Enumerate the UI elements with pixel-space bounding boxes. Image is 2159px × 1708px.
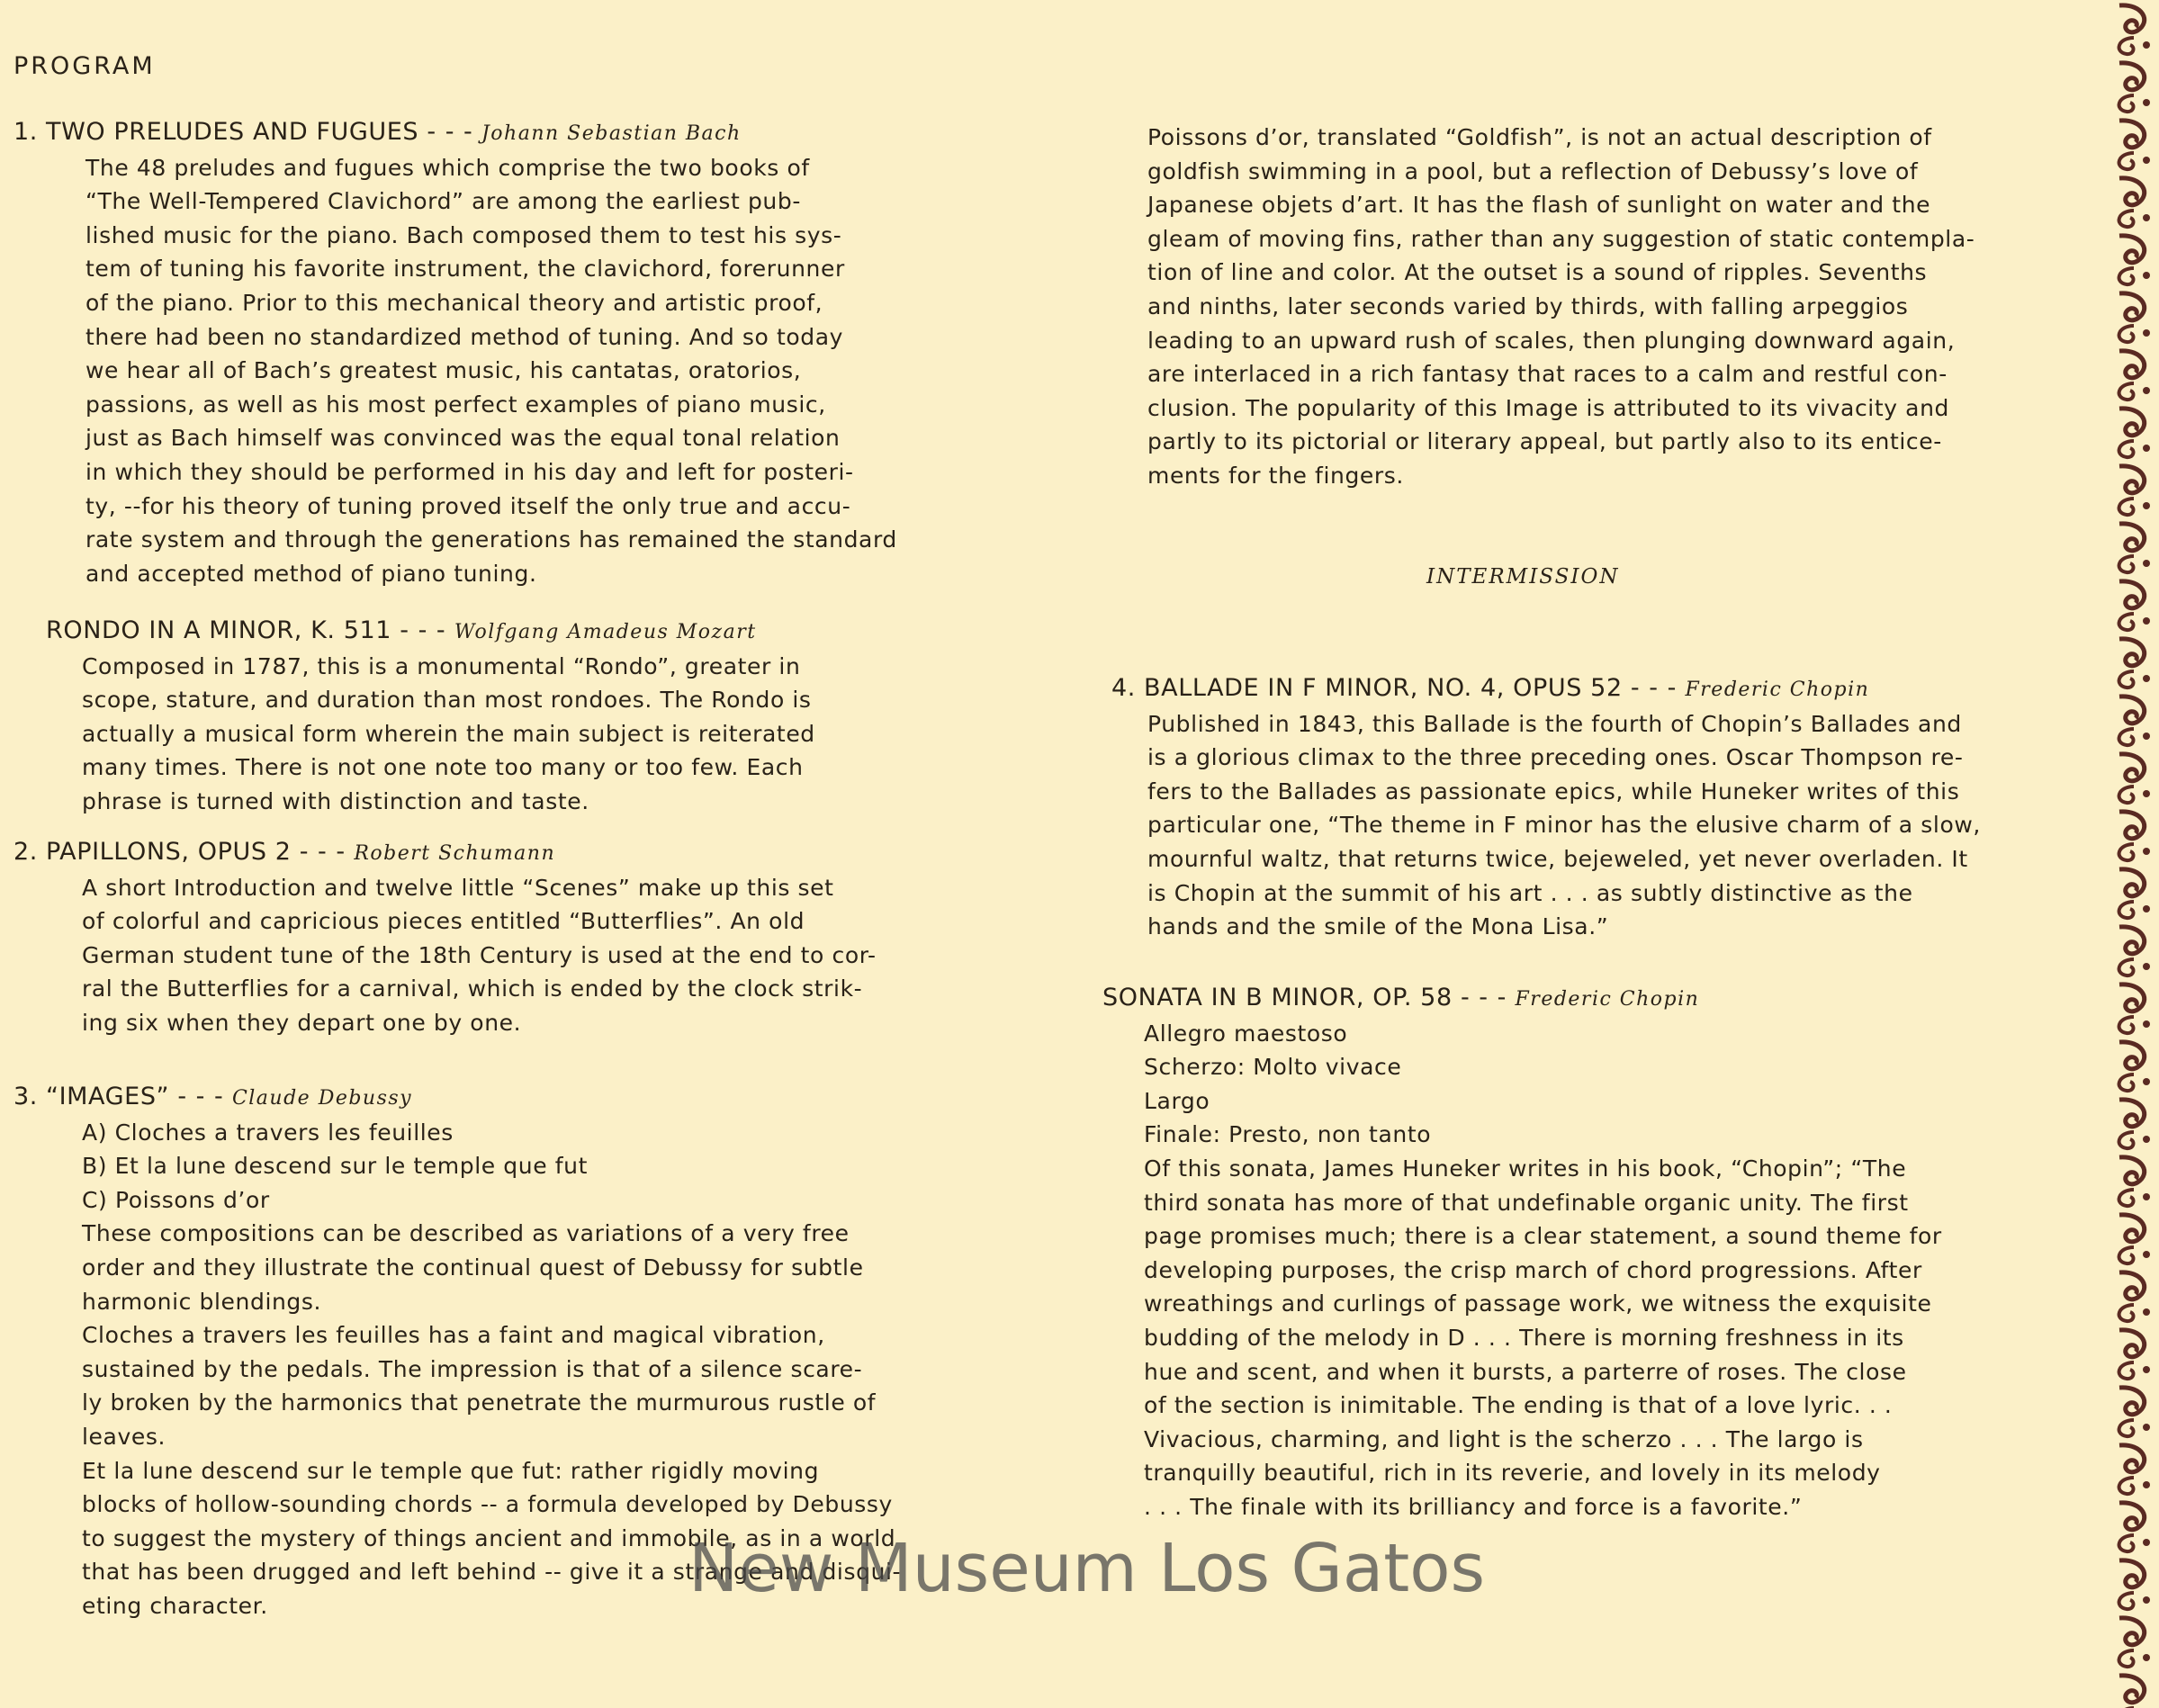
text-line: of the section is inimitable. The ending is that of a love lyric. . . bbox=[1144, 1392, 1893, 1419]
text-line: there had been no standardized method of tuning. And so today bbox=[85, 323, 844, 350]
poissons-continuation bbox=[1147, 121, 1975, 493]
text-line: harmonic blendings. bbox=[82, 1288, 322, 1315]
piece-title: “IMAGES” bbox=[46, 1083, 170, 1110]
scroll-ornament-icon bbox=[2119, 984, 2150, 1033]
text-line: Composed in 1787, this is a monumental “Rondo”, greater in bbox=[82, 652, 801, 679]
separator: - - - bbox=[427, 118, 473, 146]
text-line: ly broken by the harmonics that penetrate the murmurous rustle of bbox=[82, 1389, 877, 1416]
text-line: hue and scent, and when it bursts, a parterre of roses. The close bbox=[1144, 1358, 1907, 1385]
scroll-ornament-icon bbox=[2119, 1503, 2150, 1551]
text-line: page promises much; there is a clear statement, a sound theme for bbox=[1144, 1223, 1942, 1250]
scroll-ornament-icon bbox=[2119, 869, 2150, 918]
text-line: leaves. bbox=[82, 1423, 166, 1450]
text-line: actually a musical form wherein the main subject is reiterated bbox=[82, 720, 815, 747]
item-header bbox=[13, 115, 897, 151]
text-line: just as Bach himself was convinced was the equal tonal relation bbox=[85, 425, 841, 452]
decorative-scroll-border bbox=[2107, 0, 2159, 1708]
text-line: and accepted method of piano tuning. bbox=[85, 560, 537, 587]
text-line: order and they illustrate the continual quest of Debussy for subtle bbox=[82, 1254, 864, 1281]
text-line: developing purposes, the crisp march of chord progressions. After bbox=[1144, 1256, 1922, 1283]
text-line: rate system and through the generations has remained the standard bbox=[85, 526, 897, 553]
text-line: A short Introduction and twelve little “Scenes” make up this set bbox=[82, 874, 834, 901]
text-line: Scherzo: Molto vivace bbox=[1144, 1054, 1402, 1081]
separator: - - - bbox=[177, 1083, 224, 1110]
text-line: The 48 preludes and fugues which comprise the two books of bbox=[85, 154, 810, 181]
text-line: ing six when they depart one by one. bbox=[82, 1009, 522, 1036]
item-header bbox=[13, 1080, 901, 1116]
text-line: Japanese objets d’art. It has the flash of sunlight on water and the bbox=[1147, 192, 1931, 219]
text-line: ty, --for his theory of tuning proved itself the only true and accu- bbox=[85, 492, 851, 519]
item-number: 1. bbox=[13, 118, 38, 146]
composer-name: Claude Debussy bbox=[231, 1087, 413, 1110]
text-line: blocks of hollow-sounding chords -- a formula developed by Debussy bbox=[82, 1491, 893, 1518]
program-heading: PROGRAM bbox=[13, 52, 156, 80]
text-line: ral the Butterflies for a carnival, which is ended by the clock strik- bbox=[82, 975, 863, 1002]
scroll-ornament-icon bbox=[2119, 697, 2150, 745]
item-header bbox=[13, 835, 877, 871]
text-line: particular one, “The theme in F minor has the elusive charm of a slow, bbox=[1147, 812, 1981, 839]
piece-title: BALLADE IN F MINOR, NO. 4, OPUS 52 bbox=[1144, 674, 1623, 702]
scroll-ornament-icon bbox=[2119, 1560, 2150, 1609]
text-line: third sonata has more of that undefinable organic unity. The first bbox=[1144, 1189, 1909, 1216]
scroll-ornament-icon bbox=[2119, 1042, 2150, 1091]
composer-name: Wolfgang Amadeus Mozart bbox=[454, 621, 757, 643]
text-line: in which they should be performed in his day and left for posteri- bbox=[85, 458, 854, 485]
text-line: gleam of moving fins, rather than any suggestion of static contempla- bbox=[1147, 225, 1975, 252]
scroll-ornament-icon bbox=[2119, 236, 2150, 284]
piece-description bbox=[85, 151, 897, 591]
scroll-ornament-icon bbox=[2119, 1100, 2150, 1148]
scroll-ornament-icon bbox=[2119, 639, 2150, 688]
composer-name: Frederic Chopin bbox=[1685, 679, 1870, 701]
text-line: phrase is turned with distinction and taste. bbox=[82, 787, 589, 814]
text-line: scope, stature, and duration than most rondoes. The Rondo is bbox=[82, 687, 812, 714]
text-line: clusion. The popularity of this Image is attributed to its vivacity and bbox=[1147, 394, 1950, 421]
scroll-ornament-icon bbox=[2119, 1215, 2150, 1263]
scroll-ornament-icon bbox=[2119, 178, 2150, 227]
scroll-ornament-icon bbox=[2119, 927, 2150, 975]
separator: - - - bbox=[1630, 674, 1678, 702]
composer-name: Johann Sebastian Bach bbox=[481, 122, 742, 145]
scroll-ornament-icon bbox=[2119, 1445, 2150, 1494]
composer-name: Robert Schumann bbox=[354, 842, 556, 865]
text-line: B) Et la lune descend sur le temple que fut bbox=[82, 1153, 588, 1180]
item-number: 4. bbox=[1111, 674, 1136, 702]
text-line: that has been drugged and left behind -- give it a strange and disqui- bbox=[82, 1559, 902, 1586]
scroll-ornament-icon bbox=[2119, 1272, 2150, 1321]
scroll-ornament-icon bbox=[2119, 524, 2150, 572]
text-line: hands and the smile of the Mona Lisa.” bbox=[1147, 913, 1609, 940]
text-line: ments for the fingers. bbox=[1147, 462, 1404, 489]
program-item-sonata bbox=[1102, 981, 1942, 1524]
scroll-ornament-icon bbox=[2119, 121, 2150, 169]
text-line: is a glorious climax to the three preceding ones. Oscar Thompson re- bbox=[1147, 744, 1964, 771]
text-line: many times. There is not one note too many or too few. Each bbox=[82, 754, 804, 781]
text-line: Largo bbox=[1144, 1087, 1210, 1114]
watermark: New Museum Los Gatos bbox=[688, 1530, 1486, 1607]
text-line: Finale: Presto, non tanto bbox=[1144, 1121, 1432, 1148]
text-line: and ninths, later seconds varied by thirds, with falling arpeggios bbox=[1147, 292, 1909, 319]
text-line: . . . The finale with its brilliancy and force is a favorite.” bbox=[1144, 1493, 1803, 1520]
text-line: fers to the Ballades as passionate epics, while Huneker writes of this bbox=[1147, 778, 1960, 805]
text-line: passions, as well as his most perfect examples of piano music, bbox=[85, 391, 826, 418]
scroll-ornament-icon bbox=[2119, 409, 2150, 457]
scroll-ornament-icon bbox=[2119, 293, 2150, 342]
scroll-ornament-icon bbox=[2119, 754, 2150, 803]
text-line: partly to its pictorial or literary appeal, but partly also to its entice- bbox=[1147, 428, 1942, 455]
item-number: 3. bbox=[13, 1083, 38, 1110]
scroll-ornament-icon bbox=[2119, 581, 2150, 630]
text-line: mournful waltz, that returns twice, bejeweled, yet never overladen. It bbox=[1147, 845, 1968, 872]
text-line: we hear all of Bach’s greatest music, his cantatas, oratorios, bbox=[85, 357, 802, 384]
piece-description bbox=[1144, 1017, 1942, 1524]
text-line: of colorful and capricious pieces entitled “Butterflies”. An old bbox=[82, 908, 805, 935]
scroll-ornament-icon bbox=[2119, 1330, 2150, 1379]
text-line: A) Cloches a travers les feuilles bbox=[82, 1119, 454, 1146]
text-line: tem of tuning his favorite instrument, the clavichord, forerunner bbox=[85, 256, 845, 283]
text-line: tranquilly beautiful, rich in its reverie, and lovely in its melody bbox=[1144, 1460, 1881, 1487]
text-line: Allegro maestoso bbox=[1144, 1020, 1348, 1047]
text-line: Published in 1843, this Ballade is the fourth of Chopin’s Ballades and bbox=[1147, 710, 1962, 737]
text-line: Cloches a travers les feuilles has a faint and magical vibration, bbox=[82, 1322, 825, 1349]
intermission-label: INTERMISSION bbox=[1426, 565, 1620, 589]
text-line: German student tune of the 18th Century is used at the end to cor- bbox=[82, 941, 877, 968]
item-header bbox=[1111, 671, 1981, 707]
piece-title: SONATA IN B MINOR, OP. 58 bbox=[1102, 984, 1453, 1011]
text-line: “The Well-Tempered Clavichord” are among the earliest pub- bbox=[85, 188, 801, 215]
composer-name: Frederic Chopin bbox=[1515, 988, 1700, 1011]
scroll-ornament-icon bbox=[2119, 466, 2150, 515]
text-line: Vivacious, charming, and light is the scherzo . . . The largo is bbox=[1144, 1425, 1864, 1452]
text-line: eting character. bbox=[82, 1592, 268, 1619]
scroll-ornament-icon bbox=[2119, 63, 2150, 112]
text-line: Et la lune descend sur le temple que fut: rather rigidly moving bbox=[82, 1457, 820, 1484]
item-number: 2. bbox=[13, 838, 38, 866]
scroll-ornament-icon bbox=[2119, 812, 2150, 860]
piece-description bbox=[82, 650, 815, 819]
text-line: Poissons d’or, translated “Goldfish”, is not an actual description of bbox=[1147, 124, 1932, 150]
text-line: leading to an upward rush of scales, then plunging downward again, bbox=[1147, 327, 1956, 354]
program-item-1 bbox=[13, 115, 897, 590]
text-line: lished music for the piano. Bach composed them to test his sys- bbox=[85, 221, 842, 248]
text-line: C) Poissons d’or bbox=[82, 1186, 270, 1213]
separator: - - - bbox=[299, 838, 346, 866]
text-line: sustained by the pedals. The impression is that of a silence scare- bbox=[82, 1355, 863, 1382]
scroll-ornament-icon bbox=[2119, 1618, 2150, 1667]
scroll-ornament-icon bbox=[2119, 351, 2150, 400]
text-line: of the piano. Prior to this mechanical theory and artistic proof, bbox=[85, 289, 823, 316]
text-line: is Chopin at the summit of his art . . . as subtly distinctive as the bbox=[1147, 879, 1913, 906]
item-header bbox=[1102, 981, 1942, 1017]
scroll-ornament-icon bbox=[2119, 1157, 2150, 1206]
piece-description bbox=[82, 871, 877, 1040]
separator: - - - bbox=[1460, 984, 1507, 1011]
text-line: to suggest the mystery of things ancient and immobile, as in a world bbox=[82, 1524, 896, 1551]
separator: - - - bbox=[400, 616, 446, 644]
piece-title: RONDO IN A MINOR, K. 511 bbox=[46, 616, 392, 644]
scroll-ornament-icon bbox=[2119, 1676, 2150, 1708]
text-line: budding of the melody in D . . . There is morning freshness in its bbox=[1144, 1324, 1904, 1351]
text-line: These compositions can be described as variations of a very free bbox=[82, 1220, 850, 1247]
program-item-rondo bbox=[46, 614, 815, 819]
text-line: goldfish swimming in a pool, but a reflection of Debussy’s love of bbox=[1147, 157, 1919, 184]
program-item-4 bbox=[1111, 671, 1981, 944]
scroll-ornament-icon bbox=[2119, 1388, 2150, 1436]
piece-description bbox=[1147, 707, 1981, 944]
program-item-2 bbox=[13, 835, 877, 1040]
piece-title: PAPILLONS, OPUS 2 bbox=[46, 838, 292, 866]
text-line: tion of line and color. At the outset is a sound of ripples. Sevenths bbox=[1147, 259, 1928, 286]
text-line: are interlaced in a rich fantasy that races to a calm and restful con- bbox=[1147, 361, 1948, 388]
text-line: wreathings and curlings of passage work, we witness the exquisite bbox=[1144, 1290, 1932, 1317]
scroll-ornament-icon bbox=[2119, 5, 2150, 54]
piece-title: TWO PRELUDES AND FUGUES bbox=[46, 118, 419, 146]
item-header bbox=[46, 614, 815, 650]
text-line: Of this sonata, James Huneker writes in his book, “Chopin”; “The bbox=[1144, 1155, 1907, 1182]
